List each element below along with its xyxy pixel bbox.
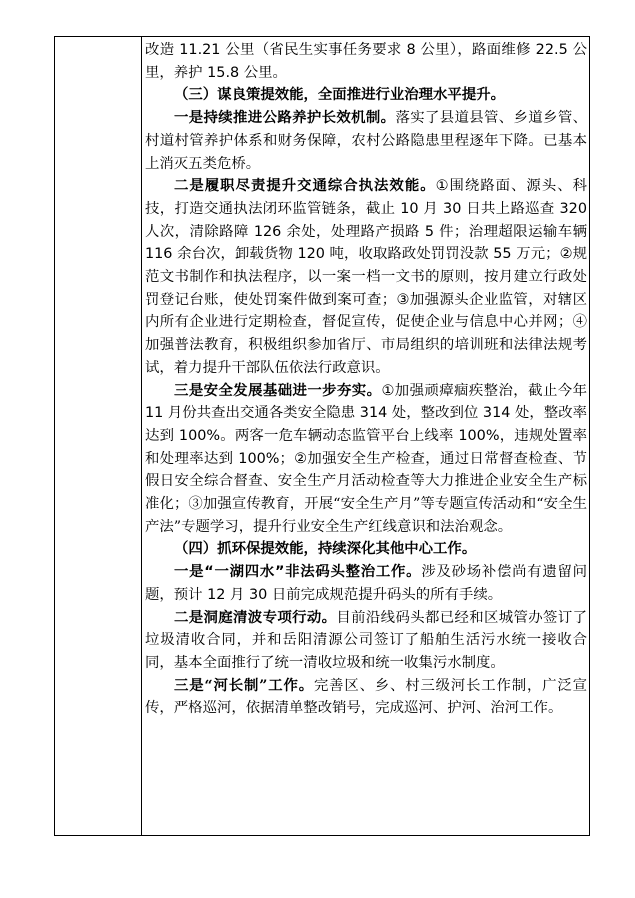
paragraph-4-run-5: ④加强普法教育，积极组织参加省厅、市局组织的培训班和法律法规考试，着力提升干部队伍依法行政意识。: [145, 314, 587, 376]
paragraph-5-run-5: 安全生产检查，通过日常督查检查、节假日安全综合督查、安全生产月活动检查等大力推进企业安全生产标准化；③加强宣传教育，开展“安全生产月”等专题宣传活动和“安全生产法”专题学习，提升行业安全生产红线意识和法治观念。: [145, 450, 587, 535]
paragraph-2-run-1: （三）谋良策提效能，全面推进行业治理水平提升。: [174, 86, 505, 104]
paragraph-2: [145, 84, 587, 107]
paragraph-4-run-3: 规范文书制作和执法程序，: [145, 246, 587, 286]
paragraph-4-run-4: 以一案一档一文书的原则，按月建立行政处罚登记台账，使处罚案件做到案可查；③加强源头企业监管，对辖区内所有企业进行定期检查，督促宣传，促使企业与信息中心并网；: [145, 269, 587, 331]
paragraph-3: [145, 107, 587, 175]
paragraph-3-run-1: 一是持续推进公路养护长效机制。: [174, 110, 396, 127]
paragraph-3-run-2: 落实了县道县管、乡道乡管、村道村管养护体系和财务保障，农村公路隐患里程逐年下降。已基本上消灭五类危桥。: [145, 110, 587, 172]
paragraph-7-run-1: 一是“一湖四水”非法码头整治工作。: [174, 564, 422, 581]
paragraph-9-run-2: 完善区、乡、村三级河长工作制，广泛宣传，严格巡河，依据清单整改销号，完成巡河、护河、治河工作。: [145, 677, 587, 717]
paragraph-7: [145, 561, 587, 606]
paragraph-5-run-1: 三是安全发展基础进一步夯实。: [174, 382, 382, 399]
content-table: [54, 36, 590, 836]
paragraph-9-run-1: 三是“河长制”工作。: [174, 676, 314, 694]
paragraph-4: [145, 175, 587, 379]
paragraph-8-run-3: 沿线码头都已经和区城管办签订了垃圾清收合同，并和岳阳清源公司签订了船舶生活污水统一接收合同，基本全面推行了统一清收垃圾和统一收集污水制度。: [145, 609, 587, 671]
report-text-cell: [145, 39, 587, 720]
paragraph-1: [145, 39, 587, 84]
paragraph-7-run-2: 涉及砂场补偿尚有遗留问题，预计 12 月 30 日前完成规范提升码头的所有手续。: [145, 564, 587, 603]
paragraph-5: [145, 380, 587, 539]
paragraph-4-run-1: 二是履职尽责提升交通综合执法效能。: [174, 178, 436, 195]
paragraph-4-run-2: ①围绕路面、源头、科技，打造交通执法闭环监管链条，截止 10 月 30 日共上路巡查 320 人次，清除路障 126 余处，处理路产损路 5 件；治理超限运输车辆 116 余台次，卸载货物 120 吨，收取路政处罚罚没款 55 万元；②: [145, 178, 587, 263]
paragraph-6: [145, 538, 587, 561]
column-divider: [141, 37, 142, 835]
paragraph-6-run-1: （四）抓环保提效能，持续深化其他中心工作。: [174, 540, 477, 558]
paragraph-9: [145, 675, 587, 720]
paragraph-8: [145, 607, 587, 675]
paragraph-5-run-2: ①加强: [381, 382, 425, 399]
paragraph-8-run-2: 目前: [336, 609, 366, 626]
paragraph-5-run-3: 顽瘴痼疾整治，: [424, 382, 529, 399]
paragraph-1-run-1: 改造 11.21 公里（省民生实事任务要求 8 公里），路面维修 22.5 公里，养护 15.8 公里。: [145, 42, 587, 81]
paragraph-5-run-4: 截止今年 11 月份共查出交通各类安全隐患 314 处，整改到位 314 处，整改率达到 100%。两客一危车辆动态监管平台上线率 100%，违规处置率和处理率达到 100%；②加强: [145, 382, 587, 467]
paragraph-8-run-1: 二是洞庭清波专项行动。: [174, 609, 337, 626]
